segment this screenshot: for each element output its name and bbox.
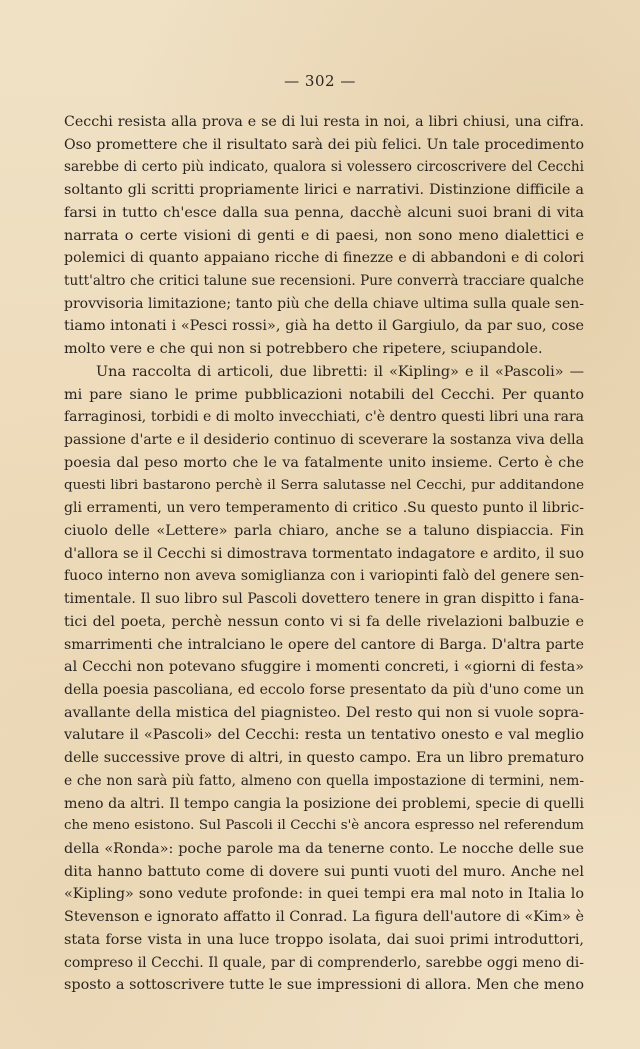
text-line: tici del poeta, perchè nessun conto vi si fa delle rivelazioni balbuzie e	[64, 613, 584, 630]
text-line: smarrimenti che intralciano le opere del cantore di Barga. D'altra parte	[64, 636, 584, 653]
text-line: che meno esistono. Sul Pascoli il Cecchi s'è ancora espresso nel referendum	[64, 818, 584, 834]
text-line: poesia dal peso morto che le va fatalmente unito insieme. Certo è che	[64, 454, 584, 471]
text-line: gli erramenti, un vero temperamento di critico .Su questo punto il libric-	[64, 500, 584, 517]
text-line: avallante della mistica del piagnisteo. Del resto qui non si vuole sopra-	[64, 704, 584, 721]
text-line: valutare il «Pascoli» del Cecchi: resta un tentativo onesto e val meglio	[64, 727, 584, 744]
text-line: dita hanno battuto come di dovere sui punti vuoti del muro. Anche nel	[64, 863, 584, 880]
text-line: «Kipling» sono vedute profonde: in quei tempi era mal noto in Italia lo	[64, 886, 584, 903]
text-line: ciuolo delle «Lettere» parla chiaro, anche se a taluno dispiaccia. Fin	[64, 522, 584, 539]
text-line: polemici di quanto appaiano ricche di finezze e di abbandoni e di colori	[64, 250, 584, 267]
text-line: fuoco interno non aveva somiglianza con i variopinti falò del genere sen-	[64, 568, 584, 585]
page-number: — 302 —	[284, 72, 356, 90]
text-line: Stevenson e ignorato affatto il Conrad. La figura dell'autore di «Kim» è	[64, 909, 585, 926]
body-text	[64, 111, 584, 997]
text-line: mi pare siano le prime pubblicazioni notabili del Cecchi. Per quanto	[64, 386, 584, 403]
text-line: meno da altri. Il tempo cangia la posizione dei problemi, specie di quelli	[64, 795, 584, 812]
text-line: tiamo intonati i «Pesci rossi», già ha detto il Gargiulo, da par suo, cose	[64, 318, 584, 335]
text-line: Oso promettere che il risultato sarà dei più felici. Un tale procedimento	[64, 136, 584, 153]
text-line: narrata o certe visioni di genti e di paesi, non sono meno dialettici e	[64, 227, 584, 244]
text-line: passione d'arte e il desiderio continuo di sceverare la sostanza viva della	[64, 432, 584, 449]
text-line: soltanto gli scritti propriamente lirici e narrativi. Distinzione difficile a	[64, 182, 584, 199]
text-line: sarebbe di certo più indicato, qualora si volessero circoscrivere del Cecchi	[64, 159, 584, 176]
text-line: farsi in tutto ch'esce dalla sua penna, dacchè alcuni suoi brani di vita	[64, 204, 584, 221]
text-line: stata forse vista in una luce troppo isolata, dai suoi primi introduttori,	[64, 931, 584, 948]
text-line: tutt'altro che critici talune sue recensioni. Pure converrà tracciare qualche	[64, 273, 584, 290]
text-line: compreso il Cecchi. Il quale, par di comprenderlo, sarebbe oggi meno di-	[64, 954, 584, 971]
text-line: d'allora se il Cecchi si dimostrava tormentato indagatore e ardito, il suo	[64, 545, 584, 562]
text-line: della «Ronda»: poche parole ma da tenerne conto. Le nocche delle sue	[64, 841, 584, 857]
text-line: provvisoria limitazione; tanto più che della chiave ultima sulla quale sen-	[64, 295, 584, 312]
paragraph-end-line: molto vere e che qui non si potrebbero che ripetere, sciupandole.	[64, 341, 543, 358]
text-line: questi libri bastarono perchè il Serra salutasse nel Cecchi, pur additandone	[64, 477, 584, 493]
text-line: e che non sarà più fatto, almeno con quella impostazione di termini, nem-	[64, 772, 584, 789]
text-line: timentale. Il suo libro sul Pascoli dovettero tenere in gran dispitto i fana-	[64, 591, 584, 608]
text-line: Cecchi resista alla prova e se di lui resta in noi, a libri chiusi, una cifra.	[64, 114, 584, 130]
text-line: della poesia pascoliana, ed eccolo forse presentato da più d'uno come un	[64, 681, 584, 698]
text-line: farraginosi, torbidi e di molto invecchiati, c'è dentro questi libri una rara	[64, 409, 584, 426]
text-line: delle successive prove di altri, in questo campo. Era un libro prematuro	[64, 750, 584, 767]
text-line: sposto a sottoscrivere tutte le sue impressioni di allora. Men che meno	[64, 977, 584, 994]
text-line: al Cecchi non potevano sfuggire i momenti concreti, i «giorni di festa»	[64, 659, 584, 676]
paragraph-start-line: Una raccolta di articoli, due libretti: il «Kipling» e il «Pascoli» —	[96, 363, 584, 380]
